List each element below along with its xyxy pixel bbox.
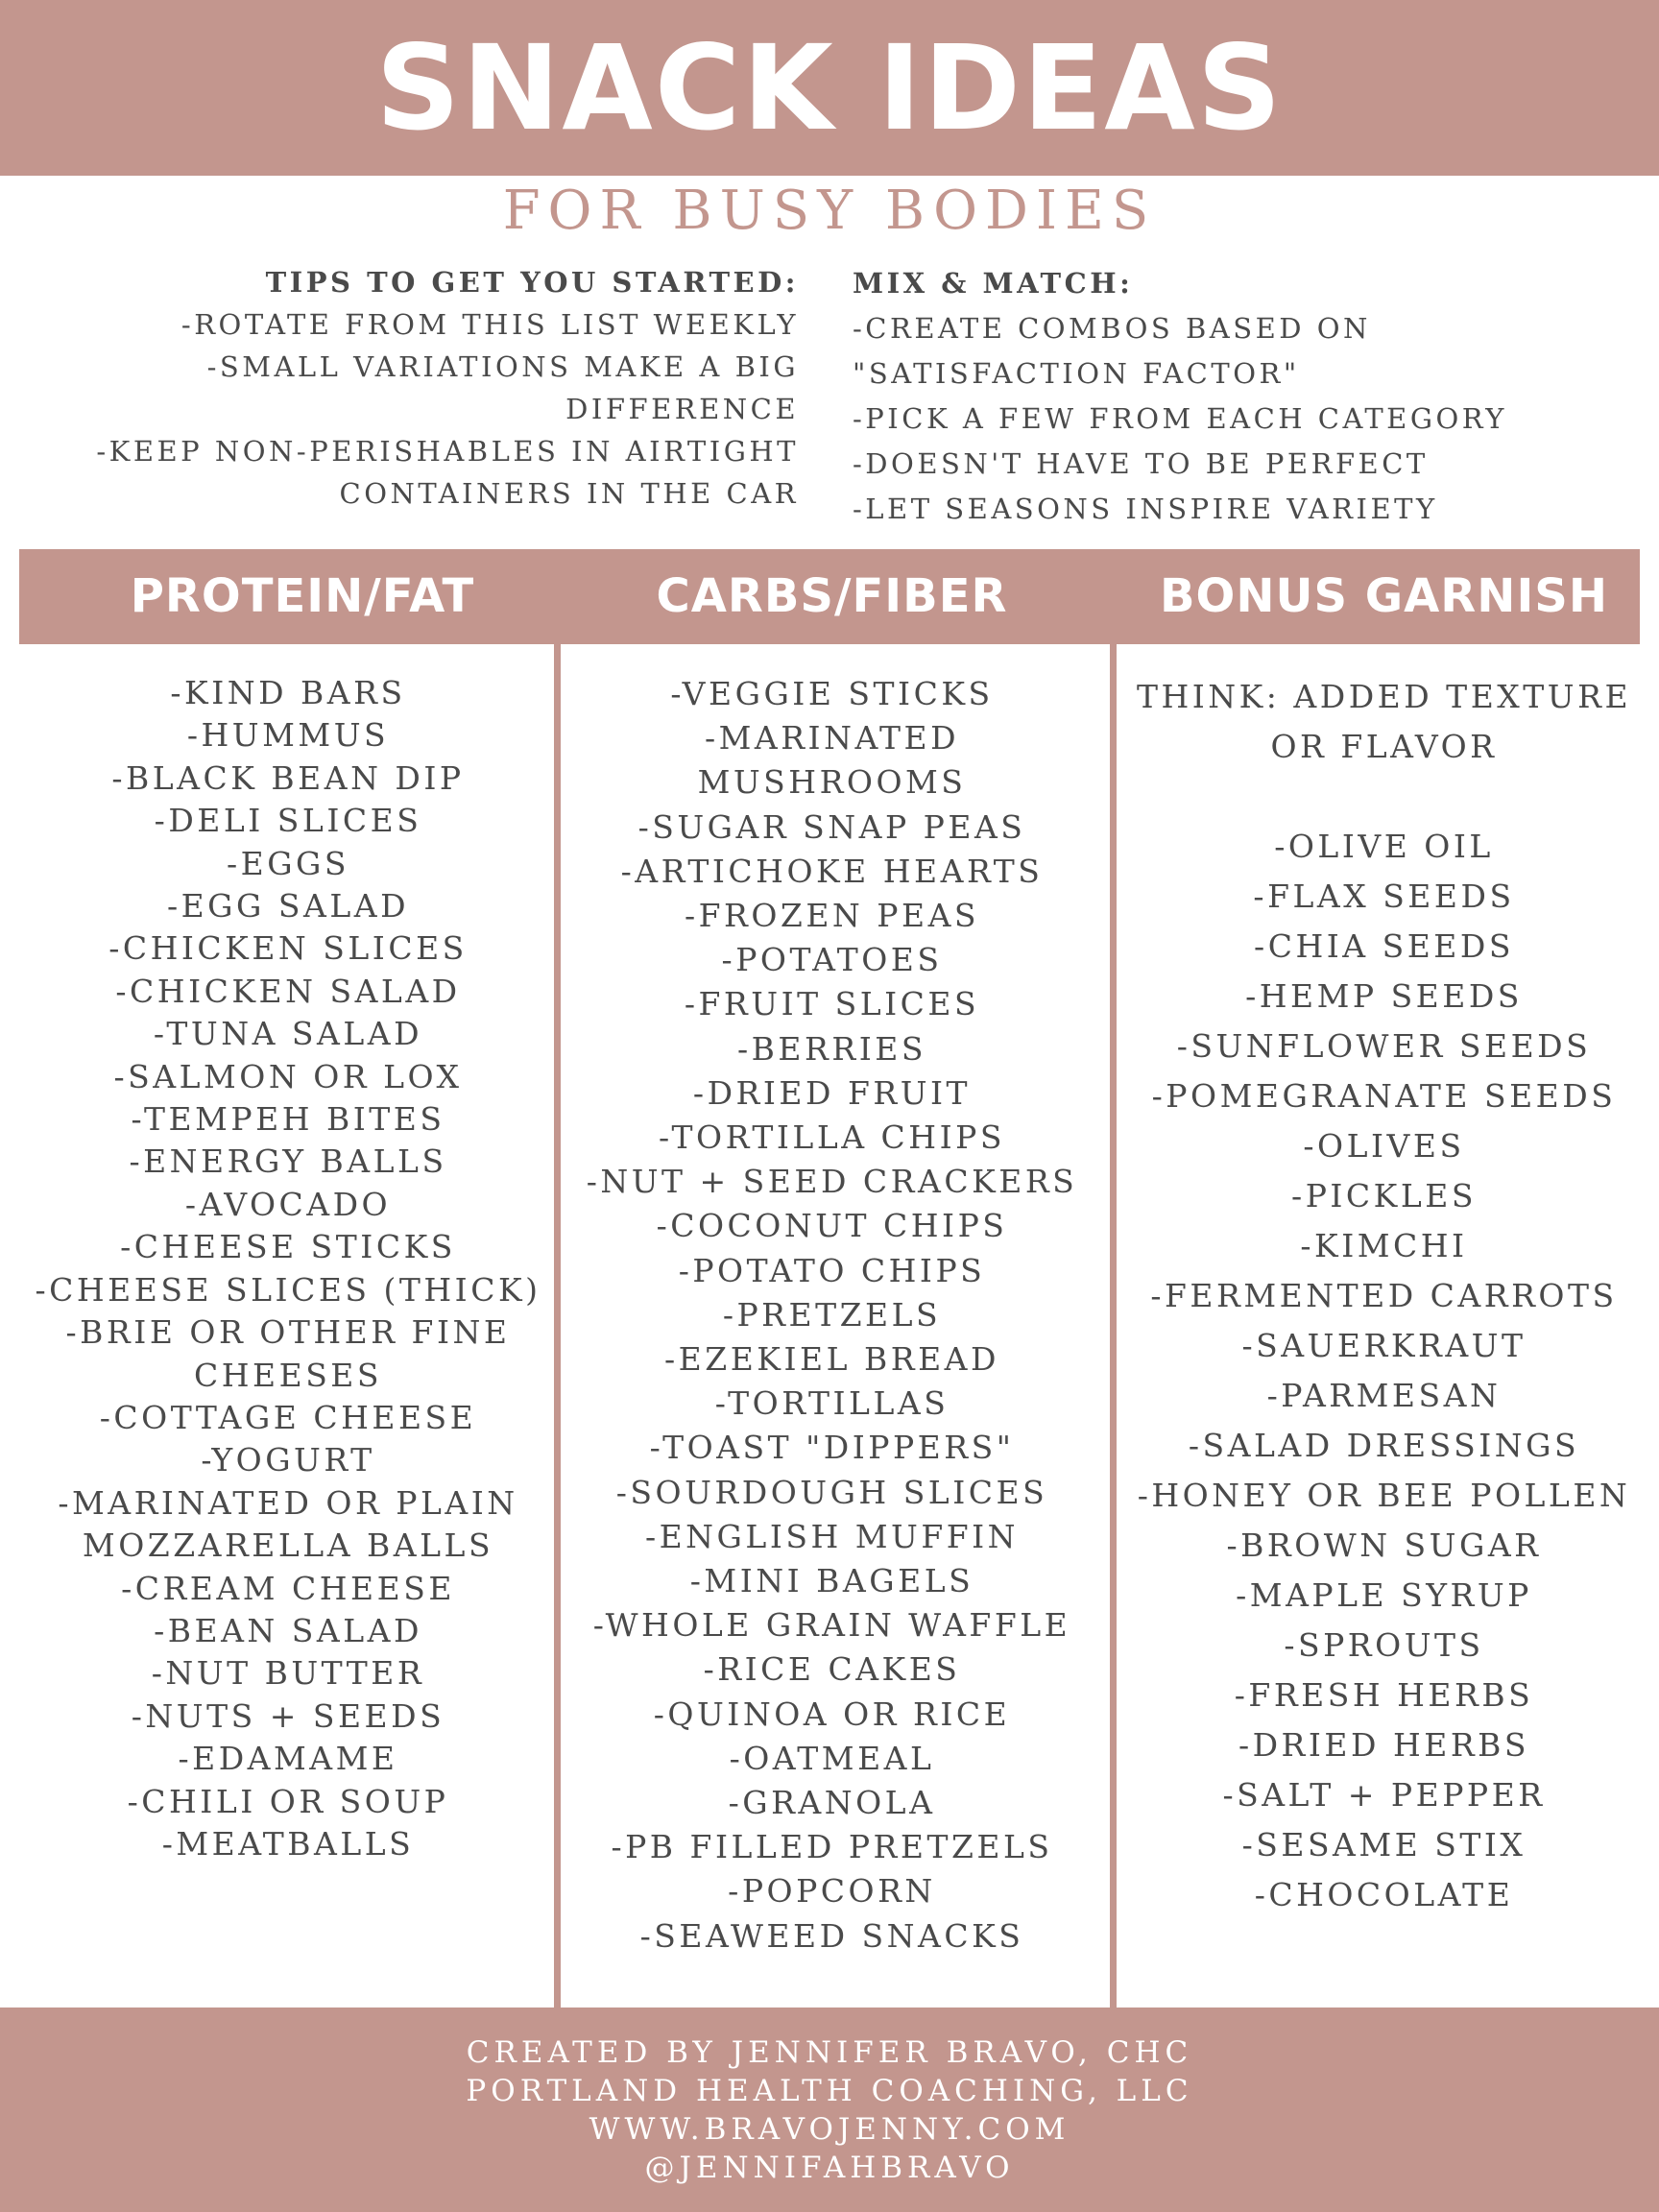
list-item: -POTATOES [721, 941, 943, 979]
list-item: -AVOCADO [184, 1185, 392, 1223]
list-item: -SALT + PEPPER [1222, 1776, 1546, 1814]
list-item: -SPROUTS [1284, 1626, 1484, 1664]
list-item: -BROWN SUGAR [1226, 1527, 1542, 1564]
tips-section [58, 261, 799, 515]
tips-line: DIFFERENCE [565, 393, 799, 425]
list-item: -FLAX SEEDS [1253, 878, 1515, 915]
list-item: -PB FILLED PRETZELS [611, 1828, 1053, 1866]
list-item: -TORTILLA CHIPS [659, 1118, 1005, 1157]
list-item: -DELI SLICES [154, 802, 422, 840]
tips-line: -KEEP NON-PERISHABLES IN AIRTIGHT [96, 435, 799, 468]
list-item: -TOAST "DIPPERS" [649, 1429, 1015, 1467]
list-item: -EZEKIEL BREAD [664, 1340, 999, 1379]
footer-handle: @JENNIFAHBRAVO [644, 2150, 1015, 2185]
list-item: -OLIVE OIL [1274, 828, 1494, 865]
tips-line: -SMALL VARIATIONS MAKE A BIG [206, 350, 799, 383]
title-banner [0, 0, 1659, 176]
list-item: -VEGGIE STICKS [670, 675, 994, 712]
mix-line: -PICK A FEW FROM EACH CATEGORY [853, 402, 1507, 435]
list-item: -CHICKEN SLICES [108, 929, 468, 968]
list-item: -ENERGY BALLS [129, 1142, 447, 1181]
list-item: -FRUIT SLICES [684, 985, 980, 1023]
list-item: -PARMESAN [1266, 1377, 1502, 1414]
footer-credit: CREATED BY JENNIFER BRAVO, CHC [466, 2034, 1193, 2070]
garnish-note [1114, 672, 1654, 772]
tips-heading: TIPS TO GET YOU STARTED: [265, 266, 799, 299]
list-item: -POTATO CHIPS [678, 1251, 986, 1289]
list-item: -WHOLE GRAIN WAFFLE [592, 1606, 1071, 1645]
list-item: -KIMCHI [1300, 1227, 1468, 1264]
list-item: -SUGAR SNAP PEAS [637, 807, 1026, 846]
list-item: -ARTICHOKE HEARTS [620, 852, 1044, 890]
list-item: -EGG SALAD [166, 887, 410, 926]
list-item: -BERRIES [737, 1029, 926, 1068]
list-item: -POPCORN [728, 1872, 936, 1911]
list-item: -EGGS [226, 844, 350, 882]
list-item: -SESAME STIX [1241, 1826, 1527, 1863]
list-item: -SOURDOUGH SLICES [615, 1473, 1048, 1511]
garnish-list [1114, 672, 1654, 1920]
mix-match-section [853, 261, 1640, 532]
list-item: -PRETZELS [722, 1295, 942, 1334]
mix-line: "SATISFACTION FACTOR" [853, 357, 1300, 390]
garnish-note-line: THINK: ADDED TEXTURE [1136, 678, 1632, 715]
list-item: -MINI BAGELS [689, 1562, 974, 1600]
list-item: -ENGLISH MUFFIN [644, 1517, 1020, 1555]
mix-line: -LET SEASONS INSPIRE VARIETY [853, 493, 1438, 525]
column-title-carbs: CARBS/FIBER [656, 569, 1008, 623]
list-item: -TORTILLAS [714, 1384, 950, 1423]
list-item: -RICE CAKES [703, 1650, 961, 1689]
list-item: -DRIED FRUIT [692, 1073, 972, 1112]
list-item: -CHILI OR SOUP [127, 1782, 449, 1820]
list-item: -MEATBALLS [161, 1824, 415, 1863]
list-item: -BLACK BEAN DIP [111, 758, 465, 797]
list-item: -CREAM CHEESE [121, 1569, 455, 1607]
list-item: -CHEESE STICKS [120, 1228, 456, 1266]
mix-heading: MIX & MATCH: [853, 267, 1134, 300]
list-item: -CHOCOLATE [1254, 1876, 1514, 1913]
list-item: CHEESES [193, 1356, 382, 1394]
list-item: -KIND BARS [170, 674, 406, 711]
list-item: -SAUERKRAUT [1241, 1327, 1527, 1364]
list-item: -COTTAGE CHEESE [99, 1398, 477, 1436]
list-item: -MARINATED OR PLAIN [58, 1483, 518, 1522]
page-subtitle: FOR BUSY BODIES [502, 180, 1157, 242]
page-title: SNACK IDEAS [375, 19, 1284, 156]
list-item: -FROZEN PEAS [684, 897, 980, 935]
list-item: -BRIE OR OTHER FINE [65, 1313, 511, 1352]
list-item: -SALAD DRESSINGS [1188, 1427, 1580, 1464]
list-item: -NUT BUTTER [151, 1654, 425, 1693]
list-item: -COCONUT CHIPS [656, 1207, 1008, 1245]
list-item: -PICKLES [1291, 1177, 1477, 1214]
list-item: -MARINATED [704, 719, 960, 757]
list-item: MOZZARELLA BALLS [82, 1527, 494, 1565]
list-item: -EDAMAME [178, 1740, 398, 1778]
garnish-note-line: OR FLAVOR [1270, 728, 1498, 765]
list-item: -YOGURT [201, 1441, 375, 1479]
list-item: -MAPLE SYRUP [1236, 1576, 1532, 1614]
list-item: -HONEY OR BEE POLLEN [1137, 1477, 1631, 1514]
list-item: -OLIVES [1303, 1127, 1465, 1165]
tips-line: CONTAINERS IN THE CAR [339, 477, 799, 510]
list-item: -TEMPEH BITES [131, 1100, 445, 1139]
list-item: -SUNFLOWER SEEDS [1176, 1027, 1592, 1065]
mix-line: -CREATE COMBOS BASED ON [853, 312, 1371, 345]
list-item: -NUT + SEED CRACKERS [586, 1163, 1078, 1201]
footer-company: PORTLAND HEALTH COACHING, LLC [466, 2073, 1193, 2108]
carbs-list [561, 672, 1103, 1959]
list-item: -BEAN SALAD [154, 1611, 422, 1649]
footer [0, 2008, 1659, 2212]
footer-website: WWW.BRAVOJENNY.COM [589, 2111, 1070, 2147]
list-item: -SALMON OR LOX [113, 1057, 463, 1095]
list-item: -HEMP SEEDS [1245, 977, 1523, 1015]
column-title-garnish: BONUS GARNISH [1159, 569, 1609, 623]
list-item: -NUTS + SEEDS [131, 1696, 445, 1735]
tips-line: -ROTATE FROM THIS LIST WEEKLY [180, 308, 799, 341]
list-item: -CHICKEN SALAD [115, 972, 461, 1010]
list-item: MUSHROOMS [697, 763, 967, 802]
list-item: -FERMENTED CARROTS [1150, 1277, 1618, 1314]
protein-list [19, 672, 557, 1865]
list-item: -TUNA SALAD [153, 1015, 423, 1053]
list-item: -CHEESE SLICES (THICK) [35, 1270, 541, 1309]
list-item: -QUINOA OR RICE [653, 1695, 1011, 1733]
column-title-protein: PROTEIN/FAT [130, 569, 475, 623]
list-item: -GRANOLA [728, 1784, 936, 1822]
list-item: -SEAWEED SNACKS [639, 1916, 1024, 1955]
list-item: -CHIA SEEDS [1254, 927, 1514, 965]
mix-line: -DOESN'T HAVE TO BE PERFECT [853, 447, 1429, 480]
list-item: -POMEGRANATE SEEDS [1151, 1077, 1617, 1115]
list-item: -HUMMUS [186, 716, 390, 755]
list-item: -OATMEAL [729, 1739, 935, 1777]
list-item: -FRESH HERBS [1234, 1676, 1534, 1714]
list-item: -DRIED HERBS [1238, 1726, 1530, 1764]
